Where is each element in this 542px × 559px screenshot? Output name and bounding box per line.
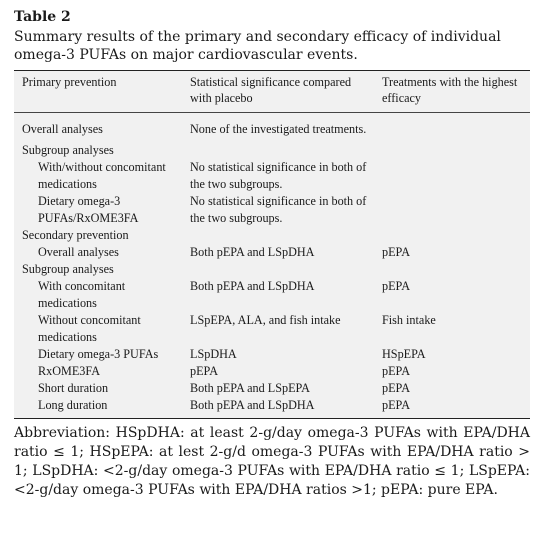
summary-table-container: [14, 70, 530, 419]
table-row: [14, 138, 530, 159]
row-label: Overall analyses: [38, 245, 119, 259]
table-row: [14, 278, 530, 312]
header-row: [14, 71, 530, 112]
table-row: [14, 363, 530, 380]
row-label: Secondary prevention: [22, 228, 129, 242]
row-significance: [182, 261, 374, 278]
row-highest: Fish intake: [382, 313, 436, 327]
table-row: [14, 380, 530, 397]
row-highest: [374, 159, 530, 193]
row-label: Dietary omega-3 PUFAs: [38, 347, 159, 361]
table-row: [14, 312, 530, 346]
table-label: Table 2: [14, 9, 71, 25]
header-statistical-significance: Statistical significance compared with placebo: [190, 75, 352, 105]
row-significance: Both pEPA and LSpDHA: [190, 279, 315, 293]
table-bottom-rule: [14, 418, 530, 419]
row-highest: [374, 113, 530, 138]
row-significance: [182, 138, 374, 159]
row-label: Overall analyses: [22, 122, 103, 136]
table-row: [14, 227, 530, 244]
table-footnote: Abbreviation: HSpDHA: at least 2-g/day omega-3 PUFAs with EPA/DHA ratio ≤ 1; HSpEPA: at lest 2-g/d omega-3 PUFAs with EPA/DHA ratio > 1; LSpDHA: <2-g/day omega-3 PUFAs with EPA/DHA ratio ≤ 1; LSpEPA: <2-g/day omega-3 PUFAs with EPA/DHA ratios >1; pEPA: pure EPA.: [14, 425, 530, 498]
table-row: [14, 113, 530, 138]
header-highest-efficacy: Treatments with the highest efficacy: [382, 75, 518, 105]
row-highest: [374, 261, 530, 278]
row-label: RxOME3FA: [38, 364, 101, 378]
row-significance: None of the investigated treatments.: [190, 122, 367, 136]
table-row: [14, 193, 530, 227]
row-highest: [374, 193, 530, 227]
row-highest: [374, 227, 530, 244]
row-label: With/without concomitant medications: [38, 160, 166, 191]
row-highest: pEPA: [382, 364, 410, 378]
row-highest: pEPA: [382, 245, 410, 259]
row-highest: pEPA: [382, 398, 410, 412]
row-label: Subgroup analyses: [22, 262, 114, 276]
row-label: Subgroup analyses: [22, 143, 114, 157]
document-page: [14, 8, 530, 500]
table-row: [14, 261, 530, 278]
row-highest: [374, 138, 530, 159]
row-label: Short duration: [38, 381, 109, 395]
row-highest: pEPA: [382, 381, 410, 395]
table-row: [14, 397, 530, 418]
row-significance: Both pEPA and LSpEPA: [190, 381, 310, 395]
row-label: Dietary omega-3 PUFAs/RxOME3FA: [38, 194, 139, 225]
row-highest: HSpEPA: [382, 347, 426, 361]
row-significance: Both pEPA and LSpDHA: [190, 245, 315, 259]
row-significance: No statistical significance in both of the two subgroups.: [190, 160, 367, 191]
table-row: [14, 159, 530, 193]
summary-table: [14, 71, 530, 418]
row-significance: pEPA: [190, 364, 218, 378]
header-primary-prevention: Primary prevention: [22, 75, 117, 89]
row-significance: LSpDHA: [190, 347, 237, 361]
row-significance: No statistical significance in both of the two subgroups.: [190, 194, 367, 225]
table-row: [14, 244, 530, 261]
row-label: Without concomitant medications: [38, 313, 141, 344]
row-label: With concomitant medications: [38, 279, 126, 310]
row-label: Long duration: [38, 398, 108, 412]
table-row: [14, 346, 530, 363]
row-significance: Both pEPA and LSpDHA: [190, 398, 315, 412]
row-highest: pEPA: [382, 279, 410, 293]
row-significance: [182, 227, 374, 244]
table-caption: Summary results of the primary and secondary efficacy of individual omega-3 PUFAs on major cardiovascular events.: [14, 29, 501, 63]
row-significance: LSpEPA, ALA, and fish intake: [190, 313, 341, 327]
